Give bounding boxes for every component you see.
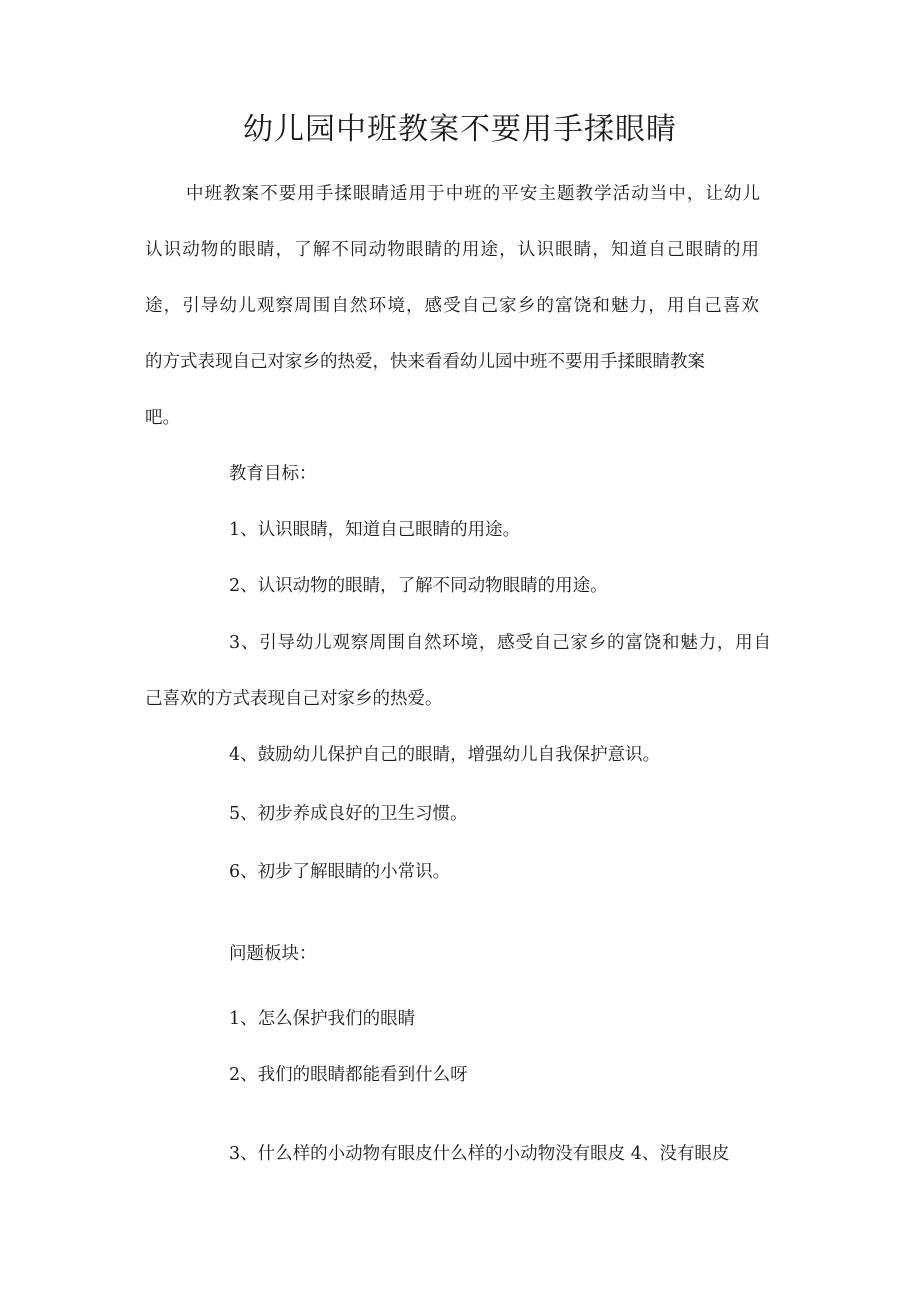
question-item-2: 2、我们的眼睛都能看到什么呀: [229, 1065, 468, 1085]
document-title: 幼儿园中班教案不要用手揉眼睛: [243, 112, 677, 147]
questions-heading: 问题板块：: [229, 944, 317, 964]
goal-item-5: 5、初步养成良好的卫生习惯。: [229, 804, 468, 824]
intro-line-4: 的方式表现自己对家乡的热爱，快来看看幼儿园中班不要用手揉眼睛教案: [145, 352, 705, 372]
question-item-3: 3、什么样的小动物有眼皮什么样的小动物没有眼皮 4、没有眼皮: [229, 1144, 730, 1164]
question-item-1: 1、怎么保护我们的眼睛: [229, 1009, 416, 1029]
goals-heading: 教育目标：: [229, 464, 317, 484]
intro-line-3: 途，引导幼儿观察周围自然环境，感受自己家乡的富饶和魅力，用自己喜欢: [145, 296, 759, 316]
goal-item-3-cont: 己喜欢的方式表现自己对家乡的热爱。: [145, 689, 443, 709]
goal-item-1: 1、认识眼睛，知道自己眼睛的用途。: [229, 520, 521, 540]
goal-item-2: 2、认识动物的眼睛，了解不同动物眼睛的用途。: [229, 576, 608, 596]
intro-line-1: 中班教案不要用手揉眼睛适用于中班的平安主题教学活动当中，让幼儿: [186, 184, 760, 204]
intro-line-5: 吧。: [145, 408, 180, 428]
goal-item-3: 3、引导幼儿观察周围自然环境，感受自己家乡的富饶和魅力，用自: [229, 633, 771, 653]
goal-item-4: 4、鼓励幼儿保护自己的眼睛，增强幼儿自我保护意识。: [229, 745, 661, 765]
intro-line-2: 认识动物的眼睛，了解不同动物眼睛的用途，认识眼睛，知道自己眼睛的用: [145, 240, 759, 260]
goal-item-6: 6、初步了解眼睛的小常识。: [229, 862, 451, 882]
